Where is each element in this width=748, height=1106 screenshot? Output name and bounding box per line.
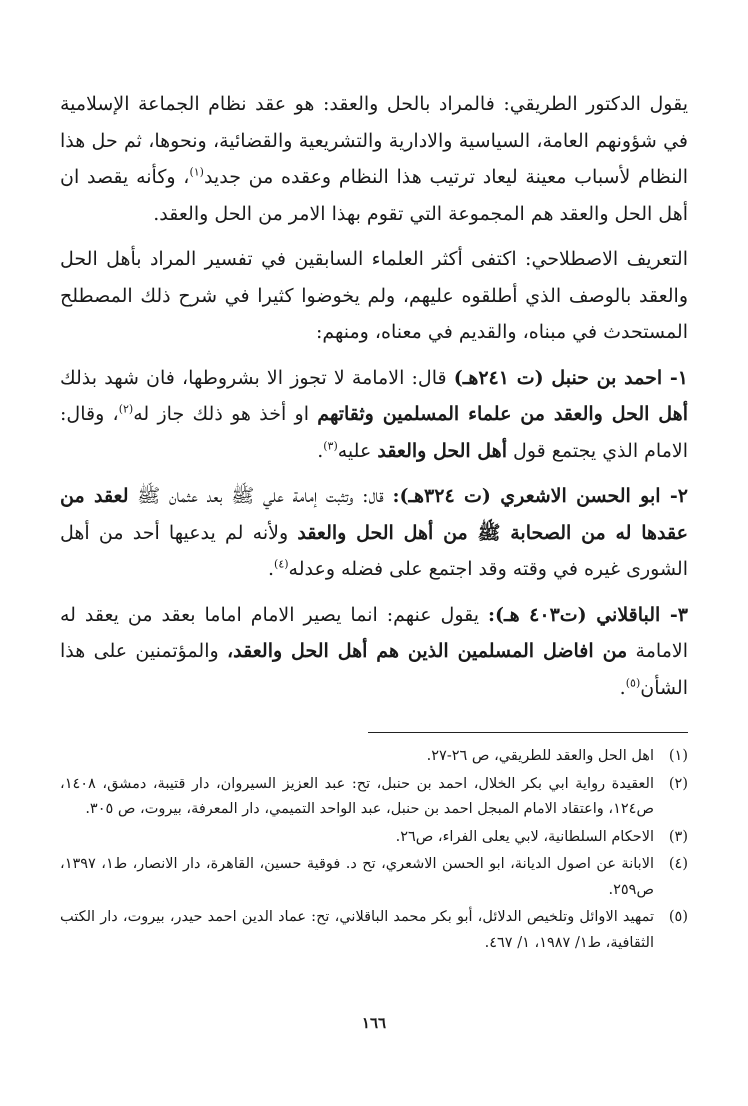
paragraph-text: قال: وتثبت إمامة علي ﷺ بعد عثمان ﷺ <box>128 485 393 507</box>
footnote-item <box>60 825 688 851</box>
footnote-number: (٥) <box>668 909 688 925</box>
section-heading: ٣- الباقلاني (ت٤٠٣ هـ): <box>488 603 688 626</box>
footnote-item <box>60 772 688 823</box>
bold-phrase: أهل الحل والعقد <box>377 439 507 462</box>
footnote-number: (١) <box>668 748 688 764</box>
footnotes <box>60 744 688 958</box>
page-number: ١٦٦ <box>361 1014 387 1032</box>
footnote-text: تمهيد الاوائل وتلخيص الدلائل، أبو بكر محمد الباقلاني، تح: عماد الدين احمد حيدر، بيروت، دار الكتب الثقافية، ط١/ ١٩٨٧، ١/ ٤٦٧. <box>60 909 654 951</box>
paragraph-text: او أخذ هو ذلك جاز له <box>133 403 318 425</box>
paragraph-text: قال: الامامة لا تجوز الا بشروطها، فان شهد بذلك <box>60 366 454 389</box>
paragraph-text: التعريف الاصطلاحي: اكتفى أكثر العلماء السابقين في تفسير المراد بأهل الحل والعقد بالوصف الذي أطلقوه عليهم، ولم يخوضوا كثيرا في شرح ذلك المصطلح المستحدث في مبناه، والقديم في معناه، ومنهم: <box>60 248 688 343</box>
footnote-number: (٢) <box>668 775 688 792</box>
paragraph-text: ، وكأنه يقصد ان أهل الحل والعقد هم المجموعة التي تقوم بهذا الامر من الحل والعقد. <box>60 166 688 225</box>
paragraph-end: . <box>619 676 626 699</box>
footnote-text: الاحكام السلطانية، لابي يعلى الفراء، ص٢٦. <box>395 828 654 845</box>
footnote-ref-1[interactable]: (١) <box>189 165 204 179</box>
footnote-text: الابانة عن اصول الديانة، ابو الحسن الاشعري، تح د. فوقية حسين، القاهرة، دار الانصار، ط١، ١٣٩٧، ص٢٥٩. <box>60 856 654 898</box>
bold-phrase: أهل الحل والعقد من علماء المسلمين وثقاتهم <box>317 403 688 425</box>
footnote-separator <box>368 732 688 733</box>
bold-phrase: من افاضل المسلمين الذين هم أهل الحل والعقد، <box>227 640 628 662</box>
paragraph-end: . <box>317 439 324 462</box>
paragraph-text: يقول الدكتور الطريقي: فالمراد بالحل والعقد: هو عقد نظام الجماعة الإسلامية في شؤونهم العامة، السياسية والادارية والتشريعية والقضائية، ونحوها، ثم حل هذا النظام لأسباب معينة ليعاد ترتيب هذا النظام وعقده من جديد <box>60 93 688 188</box>
paragraph-baqillani <box>60 597 688 707</box>
section-heading: ٢- ابو الحسن الاشعري (ت ٣٢٤هـ): <box>392 485 688 507</box>
paragraph-technical-definition <box>60 241 688 351</box>
footnote-text: العقيدة رواية ابي بكر الخلال، احمد بن حنبل، تح: عبد العزيز السيروان، دار قتيبة، دمشق، ١٤٠٨، ص١٢٤، واعتقاد الامام المبجل احمد بن حنبل، عبد الواحد التميمي، دار المعرفة، بيروت، ص ٣٠٥. <box>60 775 654 817</box>
bold-phrase: لعقد من عقدها له من الصحابة ﷺ من أهل الحل والعقد <box>60 485 688 544</box>
footnote-item <box>60 744 688 770</box>
paragraph-ashari <box>60 478 688 588</box>
footnote-ref-4[interactable]: (٤) <box>274 557 289 571</box>
footnote-text: اهل الحل والعقد للطريقي، ص ٢٦-٢٧. <box>426 748 654 764</box>
section-heading: ١- احمد بن حنبل (ت ٢٤١هـ) <box>453 366 688 389</box>
paragraph-text: ولأنه لم يدعيها أحد من أهل الشورى غيره في وقته وقد اجتمع على فضله وعدله <box>60 521 688 580</box>
footnote-ref-3[interactable]: (٣) <box>323 439 338 453</box>
paragraph-tariqi-definition <box>60 86 688 232</box>
footnote-item <box>60 905 688 956</box>
paragraph-text: يقول عنهم: انما يصير الامام اماما بعقد من يعقد له الامامة <box>60 603 689 662</box>
paragraph-text: ، وقال: الامام الذي يجتمع قول <box>60 403 688 462</box>
footnote-ref-2[interactable]: (٢) <box>118 402 134 416</box>
main-text <box>60 86 688 706</box>
footnote-number: (٤) <box>668 856 688 872</box>
footnote-number: (٣) <box>668 828 688 845</box>
footnote-ref-5[interactable]: (٥) <box>625 676 641 690</box>
paragraph-text: والمؤتمنين على هذا الشأن <box>60 640 688 699</box>
paragraph-ahmad-ibn-hanbal <box>60 360 688 470</box>
footnote-item <box>60 852 688 903</box>
paragraph-text: عليه <box>337 439 378 462</box>
paragraph-end: . <box>267 558 275 580</box>
